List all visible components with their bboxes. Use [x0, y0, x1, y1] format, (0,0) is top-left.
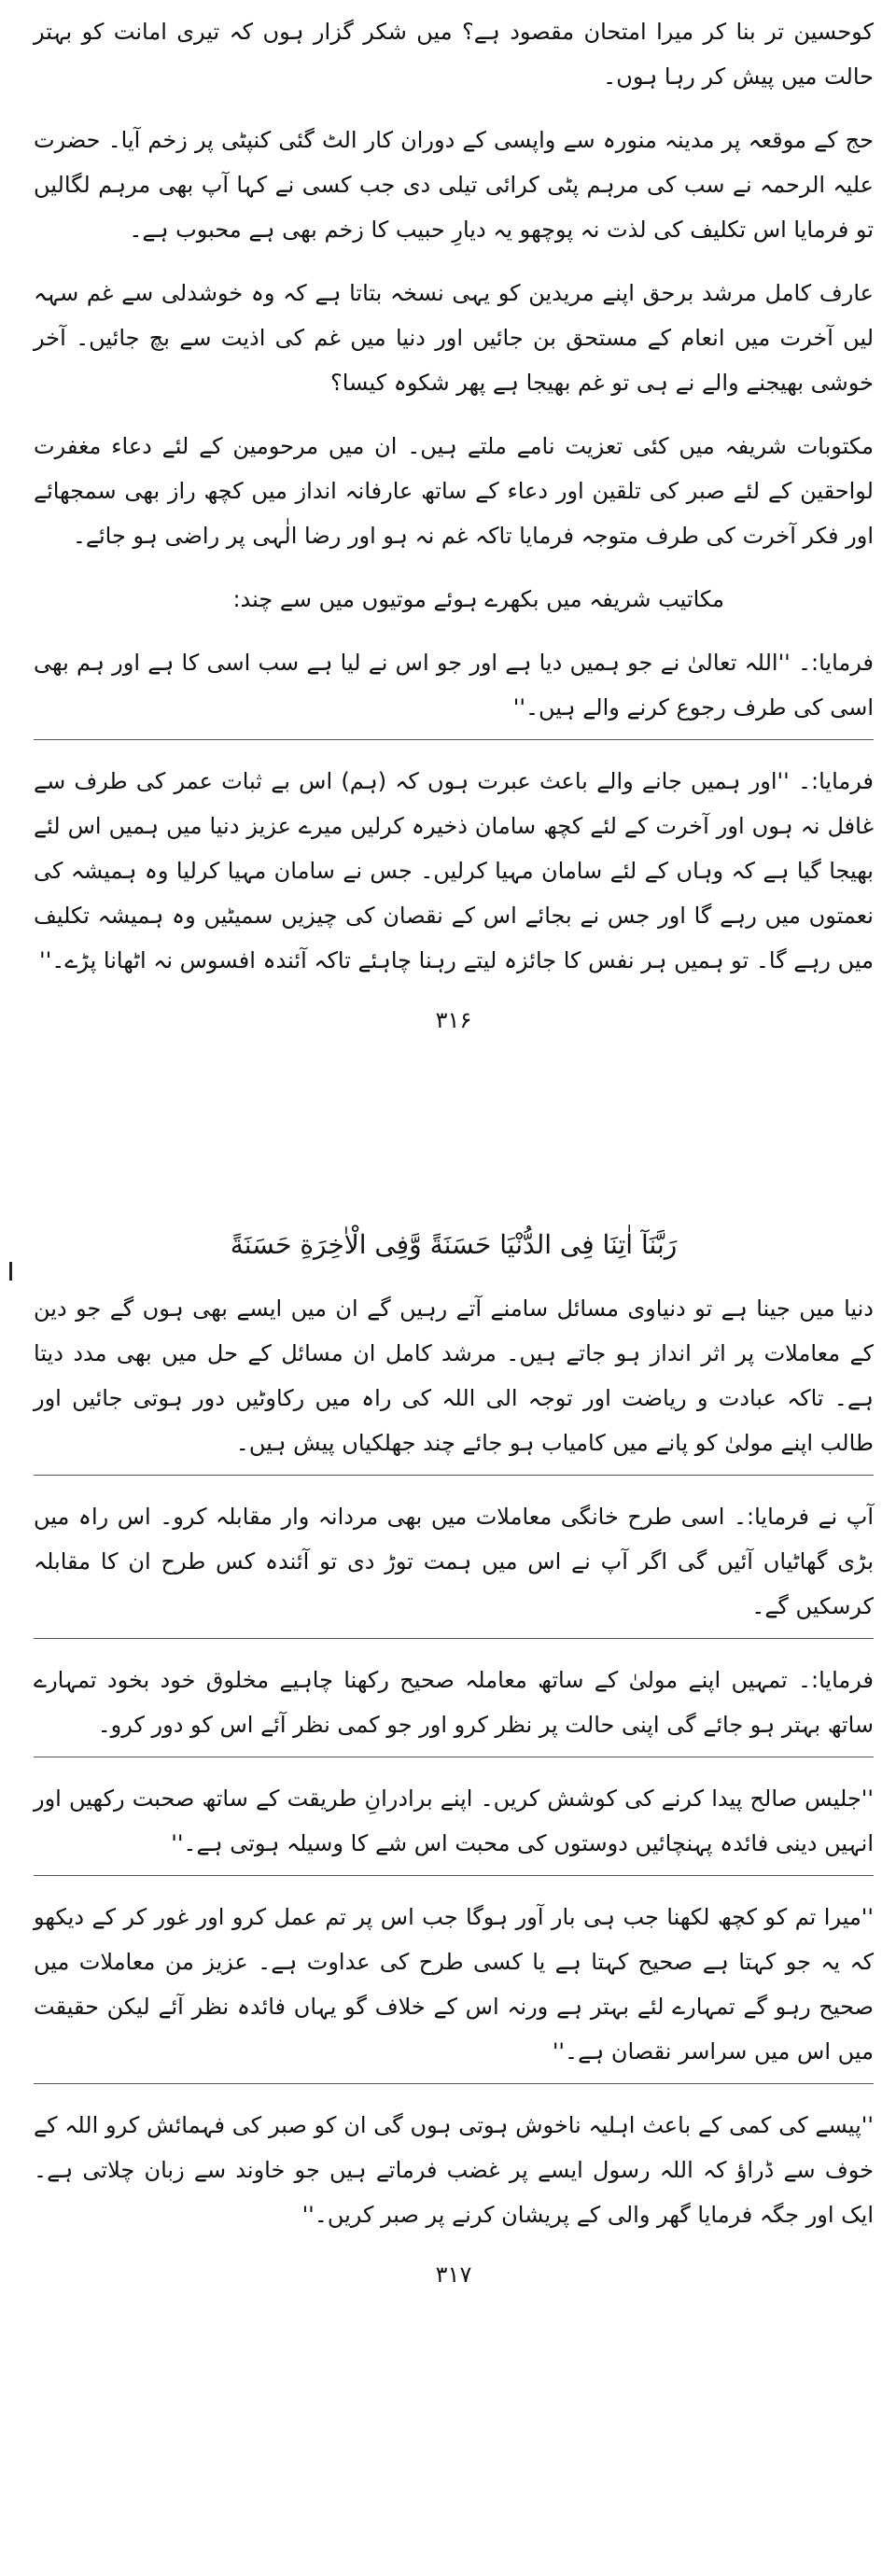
quote-act-upon-advice: ''میرا تم کو کچھ لکھنا جب ہی بار آور ہوگا جب اس پر تم عمل کرو اور غور کر کے دیکھو کہ یہ جو کہتا ہے صحیح کہتا ہے یا کسی طرح کی عداوت ہے۔ عزیز من معاملات میں صحیح رہو گے تمہارے لئے بہتر ہے ورنہ اس کے خلاف گو یہاں فائدہ نظر آئے لیکن حقیقت میں اس میں سراسر نقصان ہے۔'': [34, 1895, 874, 2084]
paragraph-trust-ending: کوحسین تر بنا کر میرا امتحان مقصود ہے؟ میں شکر گزار ہوں کہ تیری امانت کو بہتر حالت میں پیش کر رہا ہوں۔: [34, 19, 874, 90]
page-number: ۳۱۶: [435, 1007, 472, 1033]
page-317: [34, 1213, 874, 2567]
paragraph-worldly-problems: دنیا میں جینا ہے تو دنیاوی مسائل سامنے آتے رہیں گے ان میں ایسے بھی ہوں گے جو دین کے معاملات پر اثر انداز ہو جاتے ہیں۔ مرشد کامل ان مسائل کے حل میں بھی مدد دیتا ہے۔ تاکہ عبادت و ریاضت اور توجہ الی اللہ کی راہ میں رکاوٹیں دور ہوتی جائیں اور طالب اپنے مولیٰ کو پانے میں کامیاب ہو جائے چند جھلکیاں پیش ہیں۔: [34, 1286, 874, 1476]
quote-lesson-departed: فرمایا:۔ ''اور ہمیں جانے والے باعث عبرت ہوں کہ (ہم) اس بے ثبات عمر کی طرف سے غافل نہ ہوں اور آخرت کے لئے کچھ سامان ذخیرہ کرلیں میرے عزیز دنیا میں ہمیں اس لئے بھیجا گیا ہے کہ وہاں کے لئے سامان مہیا کرلیں۔ جس نے سامان مہیا کرلیا وہ ہمیشہ کی نعمتوں میں رہے گا اور جس نے بجائے اس کے نقصان کی چیزیں سمیٹیں وہ ہمیشہ تکلیف میں رہے گا۔ تو ہمیں ہر نفس کا جائزہ لیتے رہنا چاہئے تاکہ آئندہ افسوس نہ اٹھانا پڑے۔'': [34, 768, 874, 973]
quote-allah-gave: فرمایا:۔ ''اللہ تعالیٰ نے جو ہمیں دیا ہے اور جو اس نے لیا ہے سب اسی کا ہے اور ہم بھی اسی کی طرف رجوع کرنے والے ہیں۔'': [34, 640, 874, 740]
paragraph-relation-with-maula: فرمایا:۔ تمہیں اپنے مولیٰ کے ساتھ معاملہ صحیح رکھنا چاہیے مخلوق خود بخود تمہارے ساتھ بہتر ہو جائے گی اپنی حالت پر نظر کرو اور جو کمی نظر آئے اس کو دور کرو۔: [34, 1658, 874, 1757]
paragraph-arif-kamil: عارف کامل مرشد برحق اپنے مریدین کو یہی نسخہ بتاتا ہے کہ وہ خوشدلی سے غم سہہ لیں آخرت میں انعام کے مستحق بن جائیں اور دنیا میں غم کی اذیت سے بچ جائیں۔ آخر خوشی بھیجنے والے نے ہی تو غم بھیجا ہے پھر شکوہ کیسا؟: [34, 280, 874, 396]
paragraph-pearls-intro: مکاتیب شریفہ میں بکھرے ہوئے موتیوں میں سے چند:: [232, 586, 724, 612]
paragraph-condolence-letters: مکتوبات شریفہ میں کئی تعزیت نامے ملتے ہیں۔ ان میں مرحومین کے لئے دعاء مغفرت لواحقین کے لئے صبر کی تلقین اور دعاء کے ساتھ عارفانہ انداز میں کچھ راز بھی سمجھائے اور فکر آخرت کی طرف متوجہ فرمایا تاکہ غم نہ ہو اور رضا الٰہی پر راضی ہو جائے۔: [34, 433, 874, 549]
paragraph-household-matters: آپ نے فرمایا:۔ اسی طرح خانگی معاملات میں بھی مردانہ وار مقابلہ کرو۔ اس راہ میں بڑی گھاٹیاں آئیں گی اگر آپ نے اس میں ہمت توڑ دی تو آئندہ کس طرح ان کا مقابلہ کرسکیں گے۔: [34, 1494, 874, 1639]
quote-righteous-companion: ''جلیس صالح پیدا کرنے کی کوشش کریں۔ اپنے برادرانِ طریقت کے ساتھ صحبت رکھیں اور انہیں دینی فائدہ پہنچائیں دوستوں کی محبت اس شے کا وسیلہ ہوتی ہے۔'': [34, 1776, 874, 1876]
page-number: ۳۱۷: [435, 2261, 472, 2288]
paragraph-hajj-accident: حج کے موقعہ پر مدینہ منورہ سے واپسی کے دوران کار الٹ گئی کنپٹی پر زخم آیا۔ حضرت علیہ الرحمہ نے سب کی مرہم پٹی کرائی تیلی دی جب کسی نے کہا آپ بھی مرہم لگالیں تو فرمایا اس تکلیف کی لذت نہ پوچھو یہ دیارِ حبیب کا زخم بھی ہے محبوب ہے۔: [34, 127, 874, 243]
quote-patience-with-wife: ''پیسے کی کمی کے باعث اہلیہ ناخوش ہوتی ہوں گی ان کو صبر کی فہمائش کرو اللہ کے خوف سے ڈراؤ کہ اللہ رسول ایسے پر غضب فرماتے ہیں جو خاوند سے زبان چلاتی ہے۔ ایک اور جگہ فرمایا گھر والی کے پریشان کرنے پر صبر کریں۔'': [34, 2112, 874, 2228]
quranic-heading: رَبَّنَآ اٰتِنَا فِی الدُّنْیَا حَسَنَةً وَّفِی الْاٰخِرَةِ حَسَنَةً: [230, 1229, 678, 1260]
margin-tick: [9, 1262, 12, 1281]
page-316: [34, 9, 874, 1204]
